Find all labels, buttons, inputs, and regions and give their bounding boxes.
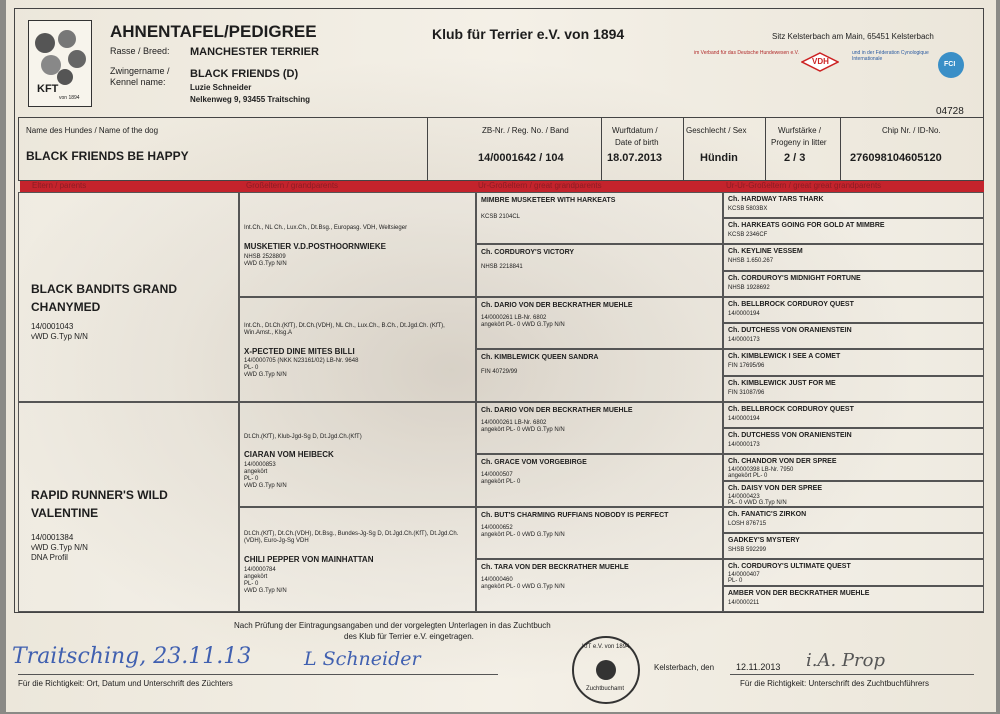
grandparent-reg: 14/0000705 (NKK N23161/02) LB-Nr. 9648 bbox=[244, 358, 359, 364]
ancestor-reg: KCSB 2346CF bbox=[728, 232, 768, 238]
great-great-grandparent-cell bbox=[723, 376, 984, 402]
club-name: Klub für Terrier e.V. von 1894 bbox=[432, 26, 625, 42]
great-grandparent-info: angekört PL- 0 bbox=[481, 479, 521, 485]
office-date: 12.11.2013 bbox=[736, 662, 781, 672]
great-grandparent-cell bbox=[476, 244, 723, 297]
parent-reg: 14/0001384 bbox=[31, 533, 74, 542]
great-grandparent-cell bbox=[476, 402, 723, 454]
sex-value: Hündin bbox=[700, 152, 738, 164]
grandparent-info-2: PL- 0 bbox=[244, 581, 259, 587]
vdh-logo-text: VDH bbox=[812, 57, 829, 66]
ancestor-info: angekört PL- 0 bbox=[728, 473, 768, 479]
dob-label-1: Wurftdatum / bbox=[612, 126, 658, 135]
owner-address: Nelkenweg 9, 93455 Traitsching bbox=[190, 95, 311, 104]
breed-value: MANCHESTER TERRIER bbox=[190, 46, 319, 58]
grandparent-titles: Dt.Ch.(KfT), Klub-Jgd-Sg D, Dt.Jgd.Ch.(KfT) bbox=[244, 434, 362, 440]
grandparent-cell bbox=[239, 507, 476, 612]
handwritten-place-date: Traitsching, 23.11.13 bbox=[12, 644, 252, 669]
fci-logo-text: FCI bbox=[944, 61, 956, 68]
litter-label-1: Wurfstärke / bbox=[778, 126, 821, 135]
stamp-top-text: KfT e.V. von 1894 bbox=[582, 644, 630, 650]
divider bbox=[840, 117, 841, 181]
ancestor-name: Ch. CHANDOR VON DER SPREE bbox=[728, 458, 837, 465]
vdh-logo bbox=[801, 52, 839, 72]
divider bbox=[427, 117, 428, 181]
great-grandparent-cell bbox=[476, 349, 723, 402]
ancestor-name: Ch. CORDUROY'S ULTIMATE QUEST bbox=[728, 563, 851, 570]
handwritten-signature: L Schneider bbox=[304, 648, 421, 670]
breed-label: Rasse / Breed: bbox=[110, 46, 170, 56]
ancestor-reg: 14/0000407 bbox=[728, 572, 760, 578]
great-great-grandparent-cell bbox=[723, 586, 984, 612]
great-grandparent-reg: 14/0000460 bbox=[481, 577, 513, 583]
great-great-grandparent-cell bbox=[723, 533, 984, 559]
great-grandparent-reg: 14/0000261 LB-Nr. 6802 bbox=[481, 315, 547, 321]
great-grandparent-reg: 14/0000652 bbox=[481, 525, 513, 531]
grandparent-titles: Int.Ch., Dt.Ch.(KfT), Dt.Ch.(VDH), NL Ch., Lux.Ch., B.Ch., Dt.Jgd.Ch. (KfT), Win.Amst., Klsg.A bbox=[244, 323, 445, 336]
divider bbox=[601, 117, 602, 181]
parent-info: vWD G.Typ N/N bbox=[31, 332, 88, 341]
ancestor-name: Ch. HARKEATS GOING FOR GOLD AT MIMBRE bbox=[728, 222, 885, 229]
ancestor-reg: 14/0000173 bbox=[728, 337, 760, 343]
kennel-value: BLACK FRIENDS (D) bbox=[190, 68, 299, 80]
sex-label: Geschlecht / Sex bbox=[686, 126, 747, 135]
club-seat: Sitz Kelsterbach am Main, 65451 Kelsterbach bbox=[772, 32, 934, 41]
grandparent-cell bbox=[239, 402, 476, 507]
breeder-signature-label: Für die Richtigkeit: Ort, Datum und Unterschrift des Züchters bbox=[18, 679, 233, 688]
col-parents: Eltern / parents bbox=[32, 181, 87, 190]
grandparent-info-2: vWD G.Typ N/N bbox=[244, 372, 287, 378]
office-signature-line bbox=[730, 674, 974, 675]
great-grandparent-info: angekört PL- 0 vWD G.Typ N/N bbox=[481, 532, 565, 538]
ancestor-name: Ch. KEYLINE VESSEM bbox=[728, 248, 803, 255]
great-grandparent-info: angekört PL- 0 vWD G.Typ N/N bbox=[481, 322, 565, 328]
divider bbox=[765, 117, 766, 181]
parent-dam bbox=[18, 402, 239, 612]
ancestor-name: AMBER VON DER BECKRATHER MUEHLE bbox=[728, 590, 870, 597]
great-great-grandparent-cell bbox=[723, 244, 984, 271]
ancestor-name: Ch. BELLBROCK CORDUROY QUEST bbox=[728, 301, 854, 308]
kft-logo bbox=[28, 20, 92, 107]
ancestor-reg: NHSB 1.650.267 bbox=[728, 258, 774, 264]
ancestor-reg: 14/0000398 LB-Nr. 7950 bbox=[728, 467, 794, 473]
dob-value: 18.07.2013 bbox=[607, 152, 663, 164]
great-great-grandparent-cell bbox=[723, 192, 984, 218]
grandparent-name: X-PECTED DINE MITES BILLI bbox=[244, 347, 355, 356]
great-grandparent-name: Ch. DARIO VON DER BECKRATHER MUEHLE bbox=[481, 302, 633, 309]
registration-note-1: Nach Prüfung der Eintragungsangaben und der vorgelegten Unterlagen in das Zuchtbuch bbox=[234, 621, 551, 630]
chip-label: Chip Nr. / ID-No. bbox=[882, 126, 941, 135]
litter-value: 2 / 3 bbox=[784, 152, 806, 164]
kennel-label-1: Zwingername / bbox=[110, 66, 170, 76]
grandparent-info: angekört bbox=[244, 469, 268, 475]
great-grandparent-cell bbox=[476, 192, 723, 244]
stamp-bottom-text: Zuchtbuchamt bbox=[586, 686, 625, 692]
great-great-grandparent-cell bbox=[723, 349, 984, 376]
parent-name-line-2: CHANYMED bbox=[31, 300, 101, 314]
great-great-grandparent-cell bbox=[723, 271, 984, 297]
ancestor-reg: LOSH 876715 bbox=[728, 521, 767, 527]
ancestor-name: Ch. FANATIC'S ZIRKON bbox=[728, 511, 807, 518]
ancestor-info: PL- 0 vWD G.Typ N/N bbox=[728, 500, 787, 506]
great-great-grandparent-cell bbox=[723, 297, 984, 323]
grandparent-info: vWD G.Typ N/N bbox=[244, 261, 287, 267]
ancestor-name: Ch. BELLBROCK CORDUROY QUEST bbox=[728, 406, 854, 413]
fci-logo bbox=[938, 52, 964, 78]
parent-name-line-1: RAPID RUNNER'S WILD bbox=[31, 488, 168, 502]
office-place: Kelsterbach, den bbox=[654, 663, 715, 672]
parent-name-line-2: VALENTINE bbox=[31, 506, 99, 520]
document-title: AHNENTAFEL/PEDIGREE bbox=[110, 22, 317, 41]
kennel-label-2: Kennel name: bbox=[110, 77, 166, 87]
ancestor-name: Ch. HARDWAY TARS THARK bbox=[728, 196, 824, 203]
great-grandparent-info: angekört PL- 0 vWD G.Typ N/N bbox=[481, 427, 565, 433]
pedigree-document bbox=[6, 0, 996, 712]
grandparent-name: CIARAN VOM HEIBECK bbox=[244, 450, 334, 459]
parent-info-2: DNA Profil bbox=[31, 553, 68, 562]
vdh-text: im Verband für das Deutsche Hundewesen e.V. bbox=[694, 50, 799, 56]
dog-head-icon bbox=[596, 660, 616, 680]
document-number: 04728 bbox=[936, 106, 964, 117]
chip-value: 276098104605120 bbox=[850, 152, 942, 164]
grandparent-info: PL- 0 bbox=[244, 365, 259, 371]
great-grandparent-cell bbox=[476, 507, 723, 559]
dog-name-label: Name des Hundes / Name of the dog bbox=[26, 126, 159, 135]
parent-info: vWD G.Typ N/N bbox=[31, 543, 88, 552]
signature-line bbox=[18, 674, 498, 675]
great-great-grandparent-cell bbox=[723, 559, 984, 586]
great-great-grandparent-cell bbox=[723, 428, 984, 454]
great-great-grandparent-cell bbox=[723, 402, 984, 428]
grandparent-cell bbox=[239, 297, 476, 402]
grandparent-info-3: vWD G.Typ N/N bbox=[244, 588, 287, 594]
ancestor-reg: KCSB 5803BX bbox=[728, 206, 768, 212]
great-great-grandparent-cell bbox=[723, 323, 984, 349]
great-grandparent-cell bbox=[476, 559, 723, 612]
great-great-grandparent-cell bbox=[723, 507, 984, 533]
club-stamp bbox=[572, 636, 640, 704]
office-signature-label: Für die Richtigkeit: Unterschrift des Zuchtbuchführers bbox=[740, 679, 929, 688]
great-great-grandparent-cell bbox=[723, 454, 984, 481]
col-grandparents: Großeltern / grandparents bbox=[246, 181, 339, 190]
grandparent-reg: 14/0000784 bbox=[244, 567, 276, 573]
ancestor-name: Ch. KIMBLEWICK JUST FOR ME bbox=[728, 380, 836, 387]
ancestor-name: GADKEY'S MYSTERY bbox=[728, 537, 800, 544]
office-signature: i.A. Prop bbox=[806, 650, 885, 671]
ancestor-name: Ch. DAISY VON DER SPREE bbox=[728, 485, 823, 492]
great-grandparent-info: angekört PL- 0 vWD G.Typ N/N bbox=[481, 584, 565, 590]
great-grandparent-name: MIMBRE MUSKETEER WITH HARKEATS bbox=[481, 197, 616, 204]
grandparent-reg: 14/0000853 bbox=[244, 462, 276, 468]
ancestor-info: PL- 0 bbox=[728, 578, 743, 584]
great-grandparent-cell bbox=[476, 454, 723, 507]
grandparent-reg: NHSB 2528809 bbox=[244, 254, 286, 260]
parent-sire bbox=[18, 192, 239, 402]
great-grandparent-reg: FIN 40729/99 bbox=[481, 369, 518, 375]
great-grandparent-cell bbox=[476, 297, 723, 349]
kft-logo-year: von 1894 bbox=[59, 95, 80, 101]
reg-number: 14/0001642 / 104 bbox=[478, 152, 564, 164]
great-great-grandparent-cell bbox=[723, 481, 984, 507]
great-grandparent-reg: 14/0000261 LB-Nr. 6802 bbox=[481, 420, 547, 426]
reg-label: ZB-Nr. / Reg. No. / Band bbox=[482, 126, 569, 135]
registration-note-2: des Klub für Terrier e.V. eingetragen. bbox=[344, 632, 474, 641]
ancestor-name: Ch. CORDUROY'S MIDNIGHT FORTUNE bbox=[728, 275, 861, 282]
grandparent-name: MUSKETIER V.D.POSTHOORNWIEKE bbox=[244, 242, 386, 251]
col-great-grandparents: Ur-Großeltern / great grandparents bbox=[478, 181, 602, 190]
great-grandparent-reg: NHSB 2218841 bbox=[481, 264, 523, 270]
ancestor-reg: NHSB 1928692 bbox=[728, 285, 770, 291]
great-great-grandparent-cell bbox=[723, 218, 984, 244]
ancestor-name: Ch. DUTCHESS VON ORANIENSTEIN bbox=[728, 432, 852, 439]
litter-label-2: Progeny in litter bbox=[771, 138, 827, 147]
grandparent-info-2: PL- 0 bbox=[244, 476, 259, 482]
fci-text: und in der Féderation Cynologique Internationale bbox=[852, 50, 929, 62]
ancestor-reg: 14/0000194 bbox=[728, 311, 760, 317]
great-grandparent-name: Ch. CORDUROY'S VICTORY bbox=[481, 249, 575, 256]
ancestor-reg: FIN 17695/96 bbox=[728, 363, 765, 369]
owner-name: Luzie Schneider bbox=[190, 83, 252, 92]
ancestor-reg: 14/0000211 bbox=[728, 600, 760, 606]
grandparent-info-3: vWD G.Typ N/N bbox=[244, 483, 287, 489]
ancestor-reg: SHSB 592299 bbox=[728, 547, 767, 553]
generation-header bbox=[20, 181, 984, 192]
grandparent-titles: Dt.Ch.(KfT), Dt.Ch.(VDH), Dt.Bsg., Bundes-Jg-Sg D, Dt.Jgd.Ch.(KfT), Dt.Jgd.Ch.(VDH), Euro-Jg-Sg VDH bbox=[244, 531, 459, 544]
great-grandparent-name: Ch. KIMBLEWICK QUEEN SANDRA bbox=[481, 354, 599, 361]
ancestor-reg: 14/0000194 bbox=[728, 416, 760, 422]
grandparent-name: CHILI PEPPER VON MAINHATTAN bbox=[244, 555, 374, 564]
great-grandparent-name: Ch. BUT'S CHARMING RUFFIANS NOBODY IS PERFECT bbox=[481, 512, 669, 519]
ancestor-name: Ch. DUTCHESS VON ORANIENSTEIN bbox=[728, 327, 852, 334]
great-grandparent-reg: 14/0000507 bbox=[481, 472, 513, 478]
great-grandparent-reg: KCSB 2104CL bbox=[481, 214, 521, 220]
ancestor-reg: 14/0000173 bbox=[728, 442, 760, 448]
great-grandparent-name: Ch. DARIO VON DER BECKRATHER MUEHLE bbox=[481, 407, 633, 414]
grandparent-titles: Int.Ch., NL Ch., Lux.Ch., Dt.Bsg., Europasg. VDH, Weltsieger bbox=[244, 225, 408, 231]
dog-name: BLACK FRIENDS BE HAPPY bbox=[26, 149, 189, 163]
dob-label-2: Date of birth bbox=[615, 138, 659, 147]
parent-reg: 14/0001043 bbox=[31, 322, 74, 331]
divider bbox=[683, 117, 684, 181]
col-great-great-grandparents: Ur-Ur-Großeltern / great great grandparents bbox=[726, 181, 882, 190]
ancestor-reg: FIN 31087/96 bbox=[728, 390, 765, 396]
great-grandparent-name: Ch. TARA VON DER BECKRATHER MUEHLE bbox=[481, 564, 629, 571]
parent-name-line-1: BLACK BANDITS GRAND bbox=[31, 282, 177, 296]
ancestor-reg: 14/0000423 bbox=[728, 494, 760, 500]
grandparent-info: angekört bbox=[244, 574, 268, 580]
ancestor-name: Ch. KIMBLEWICK I SEE A COMET bbox=[728, 353, 841, 360]
great-grandparent-name: Ch. GRACE VOM VORGEBIRGE bbox=[481, 459, 587, 466]
kft-logo-text: KFT bbox=[37, 83, 59, 95]
grandparent-cell bbox=[239, 192, 476, 297]
